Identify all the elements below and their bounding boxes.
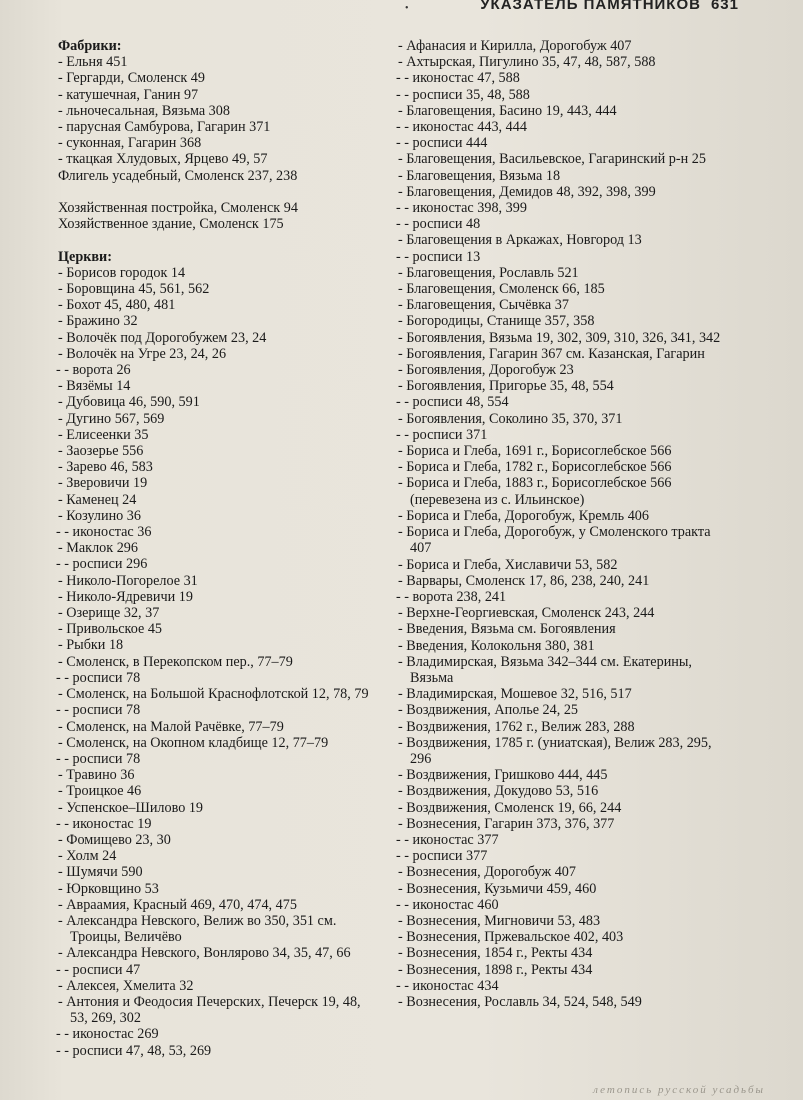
index-entry: - катушечная, Ганин 97 xyxy=(58,86,199,103)
index-entry: - парусная Самбурова, Гагарин 371 xyxy=(58,119,271,136)
index-subentry: - - росписи 78 xyxy=(56,750,141,767)
index-subentry: - - росписи 444 xyxy=(396,135,488,152)
index-entry: - Дугино 567, 569 xyxy=(58,410,165,427)
index-subentry: - - иконостас 443, 444 xyxy=(396,119,527,136)
index-entry: - Успенское–Шилово 19 xyxy=(58,799,204,816)
footer-watermark: летопись русской усадьбы xyxy=(593,1084,765,1096)
index-subentry: - - росписи 13 xyxy=(396,248,481,265)
index-entry: - Благовещения, Смоленск 66, 185 xyxy=(398,281,605,298)
index-entry: - Воздвижения, Аполье 24, 25 xyxy=(398,702,579,719)
index-entry: - Борисов городок 14 xyxy=(58,264,186,281)
index-entry: - Бориса и Глеба, Хиславичи 53, 582 xyxy=(398,556,618,573)
index-entry: - Заозерье 556 xyxy=(58,443,144,460)
index-entry: - Волочёк под Дорогобужем 23, 24 xyxy=(58,329,267,346)
index-entry: - Алексея, Хмелита 32 xyxy=(58,977,194,994)
index-entry: - Бориса и Глеба, 1782 г., Борисоглебское 566 xyxy=(398,459,672,476)
index-entry: - Авраамия, Красный 469, 470, 474, 475 xyxy=(58,896,297,913)
index-entry: - Владимирская, Вязьма 342–344 см. Екатерины, Вязьма xyxy=(398,653,692,686)
index-entry: - Благовещения, Сычёвка 37 xyxy=(398,297,569,314)
spacer xyxy=(58,232,376,248)
index-subentry: - - иконостас 460 xyxy=(396,896,499,913)
index-entry: - суконная, Гагарин 368 xyxy=(58,135,202,152)
index-entry: - Травино 36 xyxy=(58,767,135,784)
header-mark: • xyxy=(405,3,409,14)
index-entry: - Благовещения, Демидов 48, 392, 398, 399 xyxy=(398,183,656,200)
index-subentry: - - иконостас 398, 399 xyxy=(396,200,527,217)
index-entry: - Владимирская, Мошевое 32, 516, 517 xyxy=(398,686,632,703)
index-entry: - Зарево 46, 583 xyxy=(58,459,153,476)
index-subentry: - - иконостас 269 xyxy=(56,1026,159,1043)
index-entry: - Дубовица 46, 590, 591 xyxy=(58,394,200,411)
page-number: 631 xyxy=(710,0,739,13)
index-entry: - Фомищево 23, 30 xyxy=(58,831,171,848)
index-entry: - Шумячи 590 xyxy=(58,864,143,881)
section-heading: Церкви: xyxy=(58,248,112,265)
index-entry: - Юрковщино 53 xyxy=(58,880,159,897)
index-subentry: - - росписи 47 xyxy=(56,961,141,978)
index-entry: - Богоявления, Соколино 35, 370, 371 xyxy=(398,410,623,427)
index-entry: - Богоявления, Вязьма 19, 302, 309, 310, 326, 341, 342 xyxy=(398,329,721,346)
index-entry: - Воздвижения, 1762 г., Велиж 283, 288 xyxy=(398,718,635,735)
index-entry: - Гергарди, Смоленск 49 xyxy=(58,70,205,87)
index-subentry: - - росписи 47, 48, 53, 269 xyxy=(56,1042,212,1059)
index-subentry: - - росписи 296 xyxy=(56,556,148,573)
index-entry: - Смоленск, на Окопном кладбище 12, 77–79 xyxy=(58,734,329,751)
index-entry: - Смоленск, в Перекопском пер., 77–79 xyxy=(58,653,293,670)
index-entry: - Верхне-Георгиевская, Смоленск 243, 244 xyxy=(398,605,655,622)
index-entry: - Маклок 296 xyxy=(58,540,138,557)
index-entry: - Бориса и Глеба, 1883 г., Борисоглебское 566 (перевезена из с. Ильинское) xyxy=(398,475,672,508)
index-entry: - Богоявления, Пригорье 35, 48, 554 xyxy=(398,378,614,395)
index-subentry: - - иконостас 19 xyxy=(56,815,152,832)
index-entry: - Бориса и Глеба, 1691 г., Борисоглебское 566 xyxy=(398,443,672,460)
index-entry: - Александра Невского, Велиж во 350, 351 см. Троицы, Величёво xyxy=(58,912,337,946)
index-entry: - Воздвижения, Докудово 53, 516 xyxy=(398,783,599,800)
header-title: УКАЗАТЕЛЬ ПАМЯТНИКОВ xyxy=(480,0,701,13)
index-entry: - Бориса и Глеба, Дорогобуж, у Смоленского тракта 407 xyxy=(398,524,711,557)
index-entry: - Боровщина 45, 561, 562 xyxy=(58,281,210,298)
index-entry: - Козулино 36 xyxy=(58,507,141,524)
index-entry: - Озерище 32, 37 xyxy=(58,605,160,622)
index-entry: - Каменец 24 xyxy=(58,491,137,508)
index-entry: - Вознесения, Рославль 34, 524, 548, 549 xyxy=(398,993,642,1010)
index-entry: - льночесальная, Вязьма 308 xyxy=(58,102,230,119)
index-subentry: - - росписи 48 xyxy=(396,216,481,233)
index-subentry: - - иконостас 377 xyxy=(396,831,499,848)
index-entry: - Богородицы, Станище 357, 358 xyxy=(398,313,595,330)
index-entry: - Бохот 45, 480, 481 xyxy=(58,297,176,314)
index-entry: - Вознесения, 1898 г., Ректы 434 xyxy=(398,961,593,978)
index-entry: - Благовещения, Васильевское, Гагаринский р-н 25 xyxy=(398,151,706,168)
index-entry: - Вознесения, Мигновичи 53, 483 xyxy=(398,912,601,929)
index-entry: - Вознесения, Кузьмичи 459, 460 xyxy=(398,880,597,897)
index-entry: - Благовещения в Аркажах, Новгород 13 xyxy=(398,232,642,249)
index-entry: Хозяйственное здание, Смоленск 175 xyxy=(58,216,284,233)
index-entry: - Бражино 32 xyxy=(58,313,138,330)
index-entry: - Троицкое 46 xyxy=(58,783,142,800)
index-entry: - Антония и Феодосия Печерских, Печерск 19, 48, 53, 269, 302 xyxy=(58,993,361,1027)
index-entry: - Ахтырская, Пигулино 35, 47, 48, 587, 588 xyxy=(398,54,656,71)
index-entry: - Варвары, Смоленск 17, 86, 238, 240, 241 xyxy=(398,572,650,589)
index-subentry: - - иконостас 36 xyxy=(56,524,152,541)
index-entry: - Вязёмы 14 xyxy=(58,378,131,395)
index-subentry: - - росписи 78 xyxy=(56,669,141,686)
index-subentry: - - росписи 377 xyxy=(396,848,488,865)
index-subentry: - - ворота 238, 241 xyxy=(396,588,507,605)
index-subentry: - - росписи 35, 48, 588 xyxy=(396,86,530,103)
index-subentry: - - росписи 78 xyxy=(56,702,141,719)
index-entry: - Благовещения, Рославль 521 xyxy=(398,264,579,281)
index-entry: - Вознесения, Гагарин 373, 376, 377 xyxy=(398,815,615,832)
index-entry: - Воздвижения, 1785 г. (униатская), Велиж 283, 295, 296 xyxy=(398,734,712,767)
index-entry: - Привольское 45 xyxy=(58,621,163,638)
spacer xyxy=(58,184,376,200)
index-subentry: - - иконостас 434 xyxy=(396,977,499,994)
index-entry: - Благовещения, Басино 19, 443, 444 xyxy=(398,102,617,119)
index-entry: - Введения, Вязьма см. Богоявления xyxy=(398,621,616,638)
index-entry: - Зверовичи 19 xyxy=(58,475,148,492)
index-entry: - Богоявления, Дорогобуж 23 xyxy=(398,362,574,379)
index-subentry: - - росписи 371 xyxy=(396,426,488,443)
running-header xyxy=(480,0,739,13)
index-subentry: - - ворота 26 xyxy=(56,362,131,379)
index-entry: - Смоленск, на Малой Рачёвке, 77–79 xyxy=(58,718,284,735)
index-entry: - ткацкая Хлудовых, Ярцево 49, 57 xyxy=(58,151,268,168)
index-entry: - Александра Невского, Вонлярово 34, 35, 47, 66 xyxy=(58,945,351,962)
index-subentry: - - росписи 48, 554 xyxy=(396,394,509,411)
index-entry: Хозяйственная постройка, Смоленск 94 xyxy=(58,200,298,217)
index-entry: - Вознесения, Пржевальское 402, 403 xyxy=(398,929,624,946)
index-entry: - Вознесения, Дорогобуж 407 xyxy=(398,864,576,881)
index-entry: - Афанасия и Кирилла, Дорогобуж 407 xyxy=(398,38,632,54)
index-column-right xyxy=(398,38,728,1010)
index-entry: - Николо-Погорелое 31 xyxy=(58,572,198,589)
section-heading: Фабрики: xyxy=(58,38,122,54)
index-column-left xyxy=(58,38,376,1059)
index-entry: - Елисеенки 35 xyxy=(58,426,149,443)
index-entry: - Благовещения, Вязьма 18 xyxy=(398,167,561,184)
index-entry: - Вознесения, 1854 г., Ректы 434 xyxy=(398,945,593,962)
index-entry: - Воздвижения, Смоленск 19, 66, 244 xyxy=(398,799,622,816)
index-entry: - Николо-Ядревичи 19 xyxy=(58,588,193,605)
index-subentry: - - иконостас 47, 588 xyxy=(396,70,520,87)
index-entry: - Рыбки 18 xyxy=(58,637,124,654)
index-entry: Флигель усадебный, Смоленск 237, 238 xyxy=(58,167,298,184)
index-entry: - Введения, Колокольня 380, 381 xyxy=(398,637,595,654)
index-entry: - Ельня 451 xyxy=(58,54,128,71)
index-entry: - Бориса и Глеба, Дорогобуж, Кремль 406 xyxy=(398,507,649,524)
index-entry: - Холм 24 xyxy=(58,848,117,865)
index-entry: - Богоявления, Гагарин 367 см. Казанская, Гагарин xyxy=(398,345,705,362)
index-entry: - Волочёк на Угре 23, 24, 26 xyxy=(58,345,227,362)
index-entry: - Смоленск, на Большой Краснофлотской 12, 78, 79 xyxy=(58,686,369,703)
index-entry: - Воздвижения, Гришково 444, 445 xyxy=(398,767,608,784)
